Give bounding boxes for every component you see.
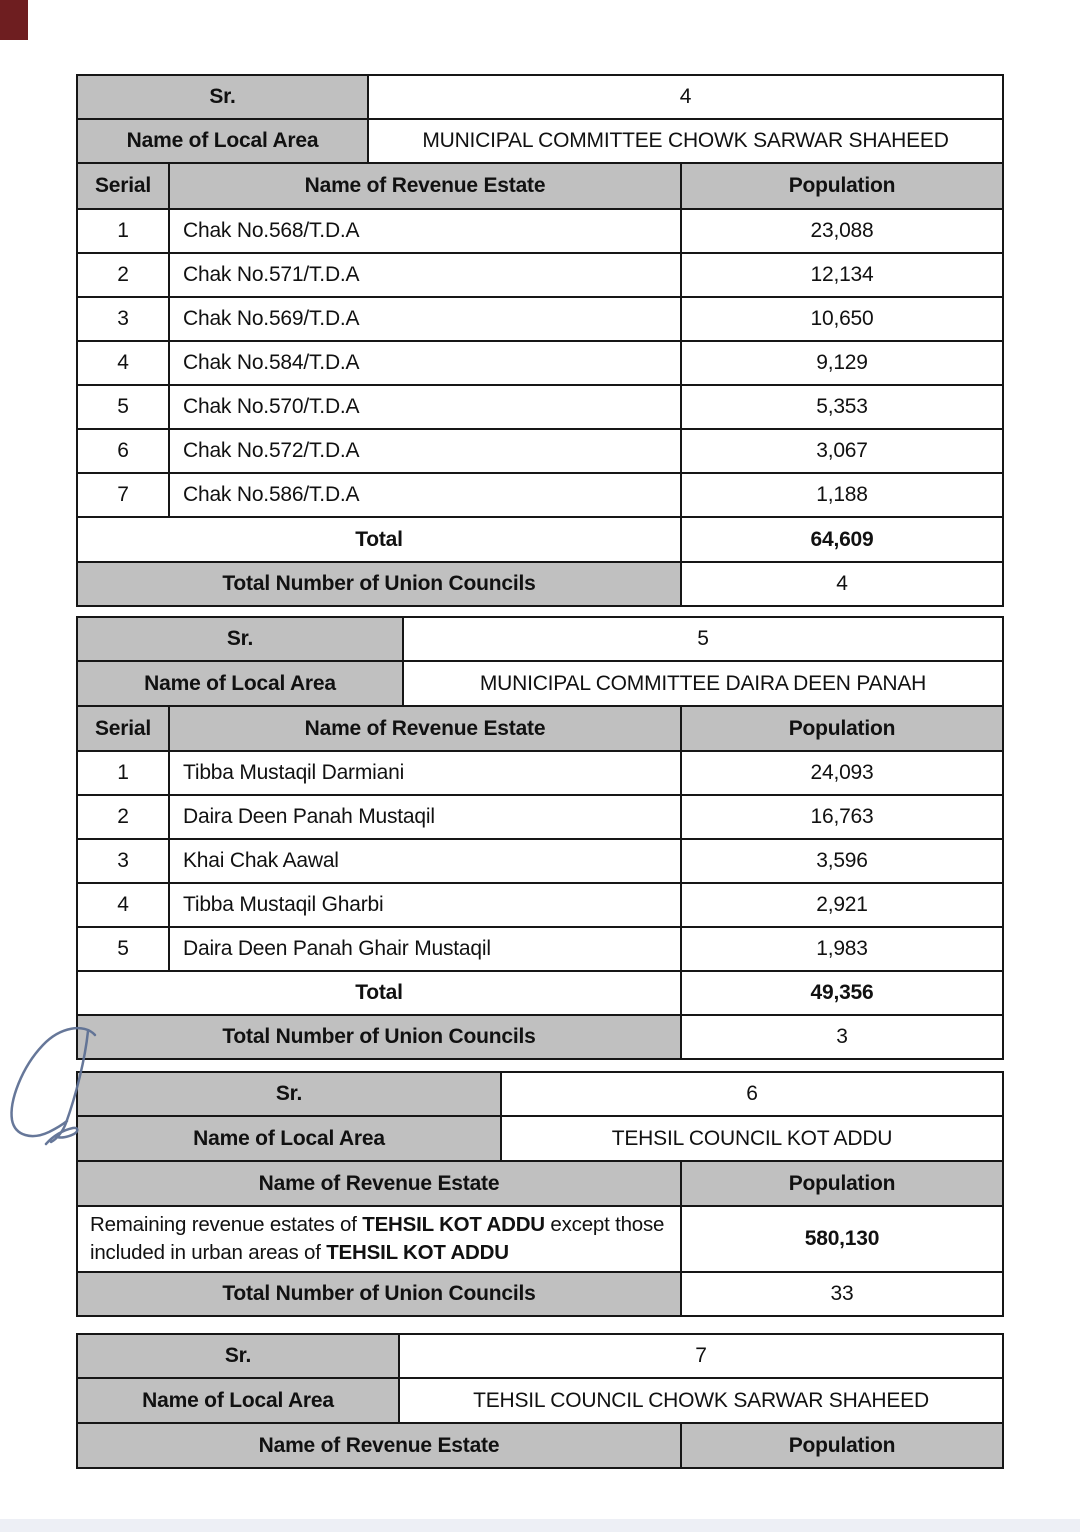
local-area-label: Name of Local Area xyxy=(78,1379,400,1424)
sr-value: 6 xyxy=(502,1073,1004,1117)
table-row xyxy=(78,662,1004,707)
population-cell: 16,763 xyxy=(682,796,1004,840)
serial-cell: 1 xyxy=(78,752,170,796)
serial-cell: 2 xyxy=(78,254,170,298)
sr-value: 5 xyxy=(404,618,1004,662)
sr-label: Sr. xyxy=(78,1335,400,1379)
union-councils-row xyxy=(78,1273,1004,1317)
sr-value: 4 xyxy=(369,76,1004,120)
revenue-estate-cell: Chak No.584/T.D.A xyxy=(170,342,682,386)
description-text: Remaining revenue estates of xyxy=(90,1212,363,1236)
table-row xyxy=(78,76,1004,120)
serial-cell: 7 xyxy=(78,474,170,518)
population-header: Population xyxy=(682,1162,1004,1207)
table-sr-7 xyxy=(76,1333,1004,1469)
total-uc-label: Total Number of Union Councils xyxy=(78,1016,682,1060)
bottom-page-edge-bar xyxy=(0,1519,1080,1532)
total-uc-value: 4 xyxy=(682,563,1004,607)
population-cell: 10,650 xyxy=(682,298,1004,342)
table-sr-4 xyxy=(76,74,1004,607)
local-area-value: MUNICIPAL COMMITTEE CHOWK SARWAR SHAHEED xyxy=(369,120,1004,164)
revenue-estate-cell: Chak No.570/T.D.A xyxy=(170,386,682,430)
description-text: except those included in urban areas of xyxy=(90,1212,665,1264)
total-uc-value: 3 xyxy=(682,1016,1004,1060)
table-row xyxy=(78,840,1004,884)
table-row xyxy=(78,298,1004,342)
revenue-estate-header: Name of Revenue Estate xyxy=(78,1424,682,1469)
population-cell: 5,353 xyxy=(682,386,1004,430)
population-cell: 3,067 xyxy=(682,430,1004,474)
revenue-estate-cell: Tibba Mustaqil Darmiani xyxy=(170,752,682,796)
table-row xyxy=(78,254,1004,298)
population-cell: 2,921 xyxy=(682,884,1004,928)
revenue-estate-description xyxy=(78,1207,682,1273)
population-cell: 24,093 xyxy=(682,752,1004,796)
serial-cell: 2 xyxy=(78,796,170,840)
column-header-row xyxy=(78,1162,1004,1207)
population-cell: 12,134 xyxy=(682,254,1004,298)
revenue-estate-cell: Daira Deen Panah Ghair Mustaqil xyxy=(170,928,682,972)
revenue-estate-cell: Chak No.586/T.D.A xyxy=(170,474,682,518)
population-header: Population xyxy=(682,707,1004,752)
table-row xyxy=(78,618,1004,662)
column-header-row xyxy=(78,707,1004,752)
table-row xyxy=(78,1207,1004,1273)
population-cell: 580,130 xyxy=(682,1207,1004,1273)
table-row xyxy=(78,210,1004,254)
serial-cell: 5 xyxy=(78,928,170,972)
table-sr-6 xyxy=(76,1071,1004,1317)
total-uc-label: Total Number of Union Councils xyxy=(78,563,682,607)
column-header-row xyxy=(78,1424,1004,1469)
local-area-value: TEHSIL COUNCIL CHOWK SARWAR SHAHEED xyxy=(400,1379,1004,1424)
revenue-estate-cell: Daira Deen Panah Mustaqil xyxy=(170,796,682,840)
total-label: Total xyxy=(78,972,682,1016)
table-row xyxy=(78,430,1004,474)
total-row xyxy=(78,518,1004,563)
table-row xyxy=(78,342,1004,386)
total-population: 49,356 xyxy=(682,972,1004,1016)
serial-cell: 4 xyxy=(78,342,170,386)
population-cell: 3,596 xyxy=(682,840,1004,884)
total-row xyxy=(78,972,1004,1016)
sr-label: Sr. xyxy=(78,618,404,662)
revenue-estate-cell: Tibba Mustaqil Gharbi xyxy=(170,884,682,928)
serial-cell: 4 xyxy=(78,884,170,928)
total-label: Total xyxy=(78,518,682,563)
population-cell: 1,983 xyxy=(682,928,1004,972)
serial-cell: 5 xyxy=(78,386,170,430)
description-bold: TEHSIL KOT ADDU xyxy=(326,1241,509,1264)
signature-annotation xyxy=(2,1015,114,1153)
local-area-value: TEHSIL COUNCIL KOT ADDU xyxy=(502,1117,1004,1162)
table-row xyxy=(78,796,1004,840)
table-row xyxy=(78,474,1004,518)
local-area-label: Name of Local Area xyxy=(78,120,369,164)
revenue-estate-cell: Chak No.569/T.D.A xyxy=(170,298,682,342)
serial-cell: 1 xyxy=(78,210,170,254)
column-header-row xyxy=(78,164,1004,210)
union-councils-row xyxy=(78,563,1004,607)
serial-header: Serial xyxy=(78,164,170,210)
population-cell: 9,129 xyxy=(682,342,1004,386)
revenue-estate-cell: Khai Chak Aawal xyxy=(170,840,682,884)
total-uc-value: 33 xyxy=(682,1273,1004,1317)
signature-loop xyxy=(12,1028,95,1136)
sr-value: 7 xyxy=(400,1335,1004,1379)
serial-cell: 3 xyxy=(78,298,170,342)
local-area-label: Name of Local Area xyxy=(78,1117,502,1162)
revenue-estate-header: Name of Revenue Estate xyxy=(170,707,682,752)
sr-label: Sr. xyxy=(78,76,369,120)
total-uc-label: Total Number of Union Councils xyxy=(78,1273,682,1317)
population-cell: 23,088 xyxy=(682,210,1004,254)
table-row xyxy=(78,1117,1004,1162)
population-header: Population xyxy=(682,1424,1004,1469)
table-row xyxy=(78,1073,1004,1117)
table-row xyxy=(78,1379,1004,1424)
description-bold: TEHSIL KOT ADDU xyxy=(362,1212,545,1236)
revenue-estate-header: Name of Revenue Estate xyxy=(170,164,682,210)
revenue-estate-cell: Chak No.568/T.D.A xyxy=(170,210,682,254)
table-row xyxy=(78,386,1004,430)
local-area-value: MUNICIPAL COMMITTEE DAIRA DEEN PANAH xyxy=(404,662,1004,707)
sr-label: Sr. xyxy=(78,1073,502,1117)
table-row xyxy=(78,752,1004,796)
serial-cell: 6 xyxy=(78,430,170,474)
revenue-estate-cell: Chak No.571/T.D.A xyxy=(170,254,682,298)
table-row xyxy=(78,884,1004,928)
serial-cell: 3 xyxy=(78,840,170,884)
union-councils-row xyxy=(78,1016,1004,1060)
table-row xyxy=(78,928,1004,972)
table-row xyxy=(78,1335,1004,1379)
revenue-estate-cell: Chak No.572/T.D.A xyxy=(170,430,682,474)
population-cell: 1,188 xyxy=(682,474,1004,518)
revenue-estate-header: Name of Revenue Estate xyxy=(78,1162,682,1207)
table-sr-5 xyxy=(76,616,1004,1060)
serial-header: Serial xyxy=(78,707,170,752)
table-row xyxy=(78,120,1004,164)
signature-stroke xyxy=(51,1031,88,1142)
local-area-label: Name of Local Area xyxy=(78,662,404,707)
corner-mark xyxy=(0,0,28,40)
population-header: Population xyxy=(682,164,1004,210)
total-population: 64,609 xyxy=(682,518,1004,563)
